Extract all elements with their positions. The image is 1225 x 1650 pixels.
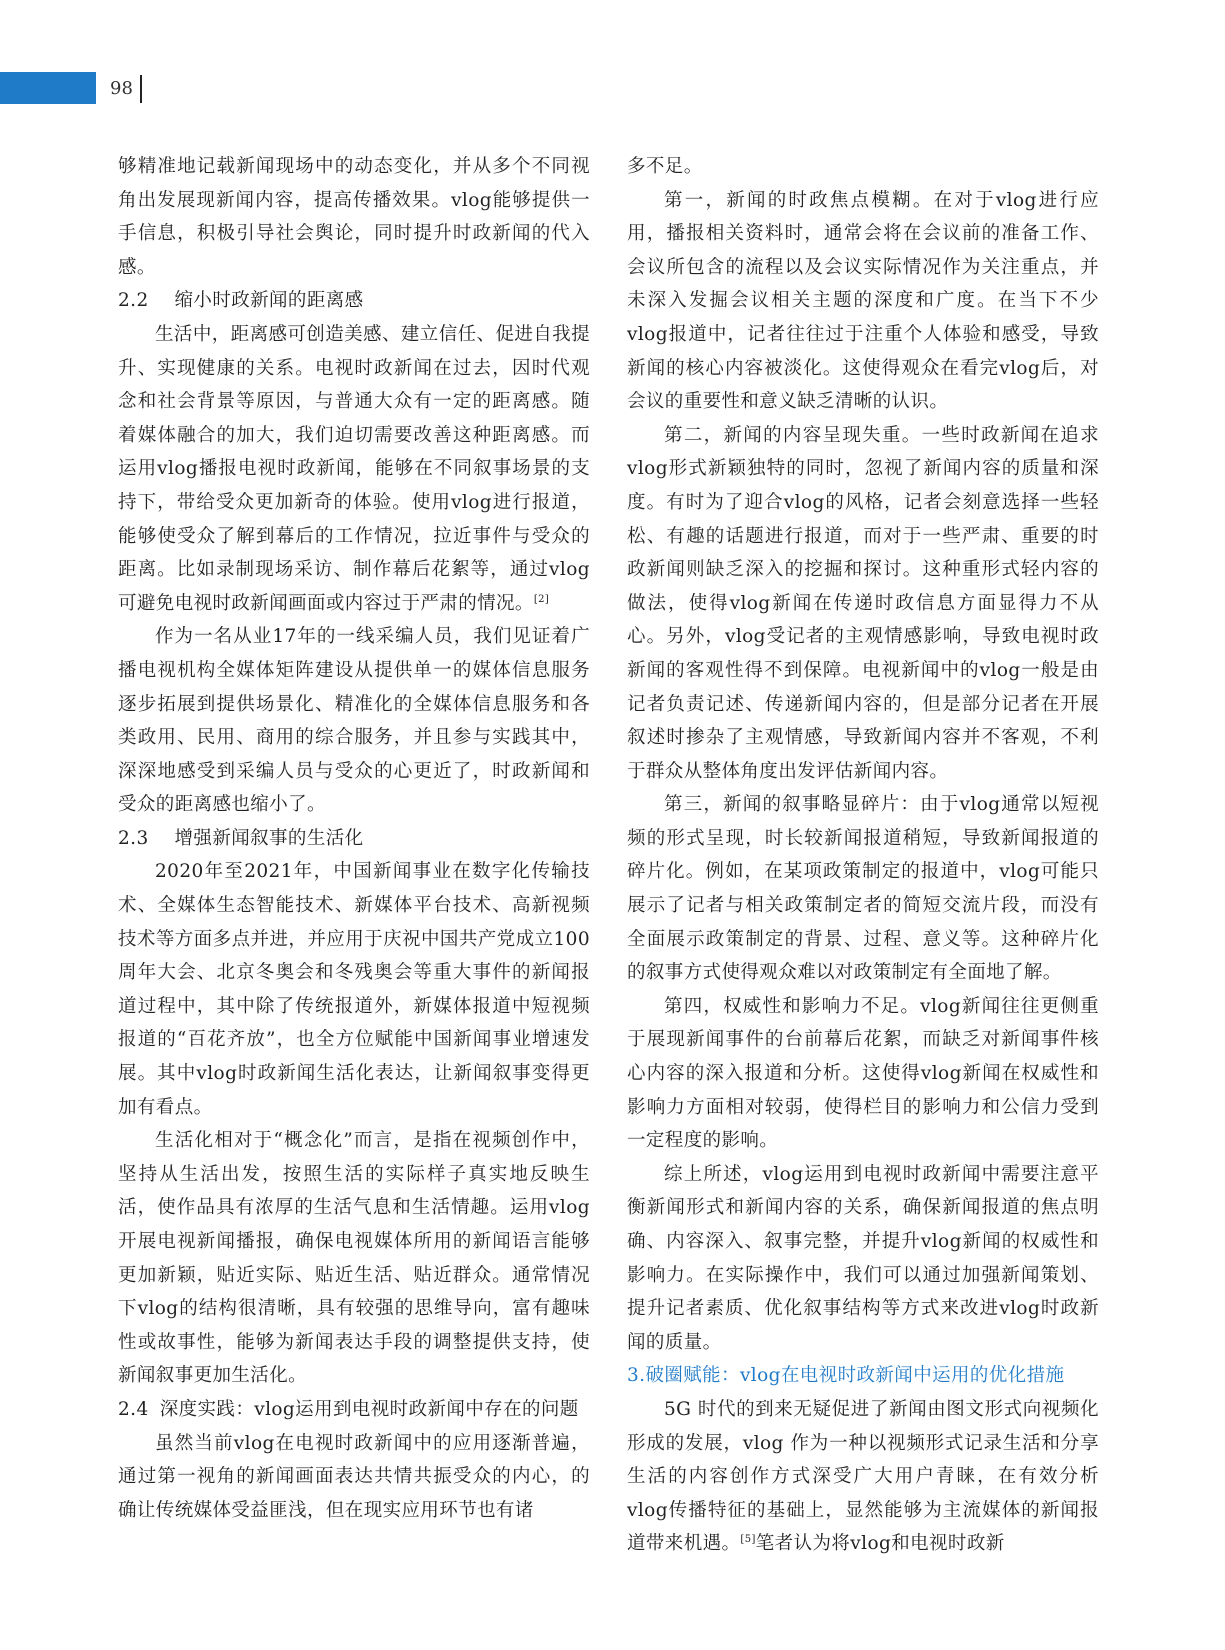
section-number: 2.3 bbox=[118, 827, 149, 849]
section-number: 2.2 bbox=[118, 290, 149, 312]
section-title: 增强新闻叙事的生活化 bbox=[174, 827, 364, 849]
section-title: 缩小时政新闻的距离感 bbox=[174, 290, 364, 312]
paragraph: 第二，新闻的内容呈现失重。一些时政新闻在追求vlog形式新颖独特的同时，忽视了新闻内容的质量和深度。有时为了迎合vlog的风格，记者会刻意选择一些轻松、有趣的话题进行报道，而对于一些严肃、重要的时政新闻则缺乏深入的挖掘和探讨。这种重形式轻内容的做法，使得vlog新闻在传递时政信息方面显得力不从心。另外，vlog受记者的主观情感影响，导致电视时政新闻的客观性得不到保障。电视新闻中的vlog一般是由记者负责记述、传递新闻内容的，但是部分记者在开展叙述时掺杂了主观情感，导致新闻内容并不客观，不利于群众从整体角度出发评估新闻内容。 bbox=[627, 424, 1099, 782]
section-heading-2-4 bbox=[118, 1393, 590, 1427]
reference-marker: [5] bbox=[740, 1534, 756, 1546]
section-title: 深度实践：vlog运用到电视时政新闻中存在的问题 bbox=[159, 1398, 579, 1420]
paragraph: 虽然当前vlog在电视时政新闻中的应用逐渐普遍，通过第一视角的新闻画面表达共情共振受众的内心，的确让传统媒体受益匪浅，但在现实应用环节也有诸 bbox=[118, 1432, 590, 1521]
right-column bbox=[627, 150, 1099, 1561]
paragraph-text: 笔者认为将vlog和电视时政新 bbox=[755, 1533, 1005, 1555]
header-divider bbox=[140, 75, 142, 103]
paragraph: 综上所述，vlog运用到电视时政新闻中需要注意平衡新闻形式和新闻内容的关系，确保新闻报道的焦点明确、内容深入、叙事完整，并提升vlog新闻的权威性和影响力。在实际操作中，我们可以通过加强新闻策划、提升记者素质、优化叙事结构等方式来改进vlog时政新闻的质量。 bbox=[627, 1163, 1099, 1353]
paragraph-text: 生活中，距离感可创造美感、建立信任、促进自我提升、实现健康的关系。电视时政新闻在过去，因时代观念和社会背景等原因，与普通大众有一定的距离感。随着媒体融合的加大，我们迫切需要改善这种距离感。而运用vlog播报电视时政新闻，能够在不同叙事场景的支持下，带给受众更加新奇的体验。使用vlog进行报道，能够使受众了解到幕后的工作情况，拉近事件与受众的距离。比如录制现场采访、制作幕后花絮等，通过vlog可避免电视时政新闻画面或内容过于严肃的情况。 bbox=[118, 323, 590, 614]
paragraph bbox=[627, 1393, 1099, 1561]
header-color-bar bbox=[0, 72, 96, 104]
paragraph: 生活化相对于“概念化”而言，是指在视频创作中，坚持从生活出发，按照生活的实际样子真实地反映生活，使作品具有浓厚的生活气息和生活情趣。运用vlog开展电视新闻播报，确保电视媒体所用的新闻语言能够更加新颖，贴近实际、贴近生活、贴近群众。通常情况下vlog的结构很清晰，具有较强的思维导向，富有趣味性或故事性，能够为新闻表达手段的调整提供支持，使新闻叙事更加生活化。 bbox=[118, 1130, 590, 1387]
reference-marker: [2] bbox=[533, 593, 550, 605]
section-number: 2.4 bbox=[118, 1398, 149, 1420]
section-heading-3: 3.破圈赋能：vlog在电视时政新闻中运用的优化措施 bbox=[627, 1365, 1065, 1387]
paragraph: 第一，新闻的时政焦点模糊。在对于vlog进行应用，播报相关资料时，通常会将在会议前的准备工作、会议所包含的流程以及会议实际情况作为关注重点，并未深入发掘会议相关主题的深度和广度。在当下不少vlog报道中，记者往往过于注重个人体验和感受，导致新闻的核心内容被淡化。这使得观众在看完vlog后，对会议的重要性和意义缺乏清晰的认识。 bbox=[627, 189, 1099, 413]
paragraph: 2020年至2021年，中国新闻事业在数字化传输技术、全媒体生态智能技术、新媒体平台技术、高新视频技术等方面多点并进，并应用于庆祝中国共产党成立100周年大会、北京冬奥会和冬残奥会等重大事件的新闻报道过程中，其中除了传统报道外，新媒体报道中短视频报道的“百花齐放”，也全方位赋能中国新闻事业增速发展。其中vlog时政新闻生活化表达，让新闻叙事变得更加有看点。 bbox=[118, 861, 590, 1118]
paragraph: 第三，新闻的叙事略显碎片：由于vlog通常以短视频的形式呈现，时长较新闻报道稍短，导致新闻报道的碎片化。例如，在某项政策制定的报道中，vlog可能只展示了记者与相关政策制定者的简短交流片段，而没有全面展示政策制定的背景、过程、意义等。这种碎片化的叙事方式使得观众难以对政策制定有全面地了解。 bbox=[627, 794, 1099, 984]
section-heading-2-2 bbox=[118, 284, 590, 318]
page-number: 98 bbox=[110, 78, 133, 99]
paragraph bbox=[118, 318, 590, 620]
left-column bbox=[118, 150, 590, 1527]
paragraph-text: 5G 时代的到来无疑促进了新闻由图文形式向视频化形成的发展，vlog 作为一种以视频形式记录生活和分享生活的内容创作方式深受广大用户青睐，在有效分析 vlog传播特征的基础上，显然能够为主流媒体的新闻报道带来机遇。 bbox=[627, 1398, 1099, 1555]
paragraph: 多不足。 bbox=[627, 156, 703, 177]
paragraph: 第四，权威性和影响力不足。vlog新闻往往更侧重于展现新闻事件的台前幕后花絮，而缺乏对新闻事件核心内容的深入报道和分析。这使得vlog新闻在权威性和影响力方面相对较弱，使得栏目的影响力和公信力受到一定程度的影响。 bbox=[627, 995, 1099, 1152]
section-heading-2-3 bbox=[118, 822, 590, 856]
paragraph: 作为一名从业17年的一线采编人员，我们见证着广播电视机构全媒体矩阵建设从提供单一的媒体信息服务逐步拓展到提供场景化、精准化的全媒体信息服务和各类政用、民用、商用的综合服务，并且参与实践其中，深深地感受到采编人员与受众的心更近了，时政新闻和受众的距离感也缩小了。 bbox=[118, 626, 590, 816]
paragraph: 够精准地记载新闻现场中的动态变化，并从多个不同视角出发展现新闻内容，提高传播效果。vlog能够提供一手信息，积极引导社会舆论，同时提升时政新闻的代入感。 bbox=[118, 156, 590, 278]
